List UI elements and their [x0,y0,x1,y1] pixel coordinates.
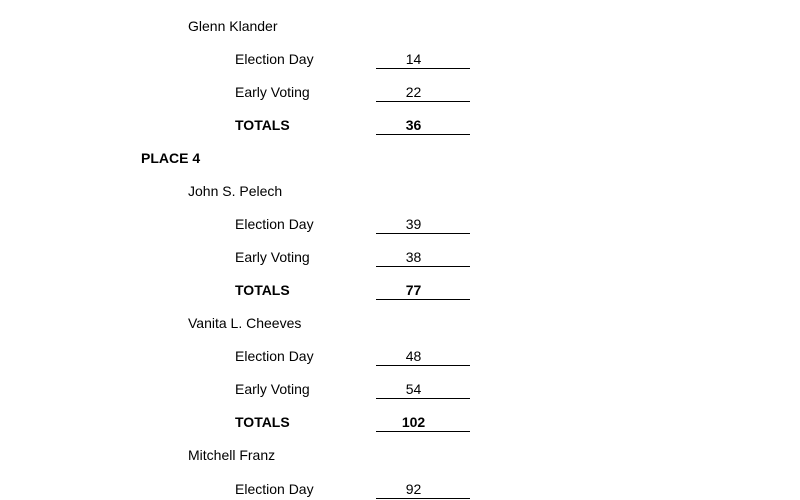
election-day-value: 92 [376,480,470,499]
election-day-value: 39 [376,215,470,234]
election-day-label: Election Day [235,51,314,67]
election-day-value: 48 [376,347,470,366]
early-voting-label: Early Voting [235,249,310,265]
totals-label: TOTALS [235,282,290,298]
totals-value: 102 [376,413,470,432]
early-voting-label: Early Voting [235,84,310,100]
early-voting-value: 22 [376,83,470,102]
election-day-value: 14 [376,50,470,69]
candidate-name: Vanita L. Cheeves [188,315,302,331]
totals-label: TOTALS [235,414,290,430]
early-voting-value: 38 [376,248,470,267]
early-voting-label: Early Voting [235,381,310,397]
election-day-label: Election Day [235,216,314,232]
election-day-label: Election Day [235,348,314,364]
totals-value: 36 [376,116,470,135]
candidate-name: Mitchell Franz [188,447,276,463]
totals-value: 77 [376,281,470,300]
candidate-name: John S. Pelech [188,183,283,199]
totals-label: TOTALS [235,117,290,133]
early-voting-value: 54 [376,380,470,399]
election-day-label: Election Day [235,481,314,497]
candidate-name: Glenn Klander [188,18,278,34]
place-heading: PLACE 4 [141,150,201,166]
